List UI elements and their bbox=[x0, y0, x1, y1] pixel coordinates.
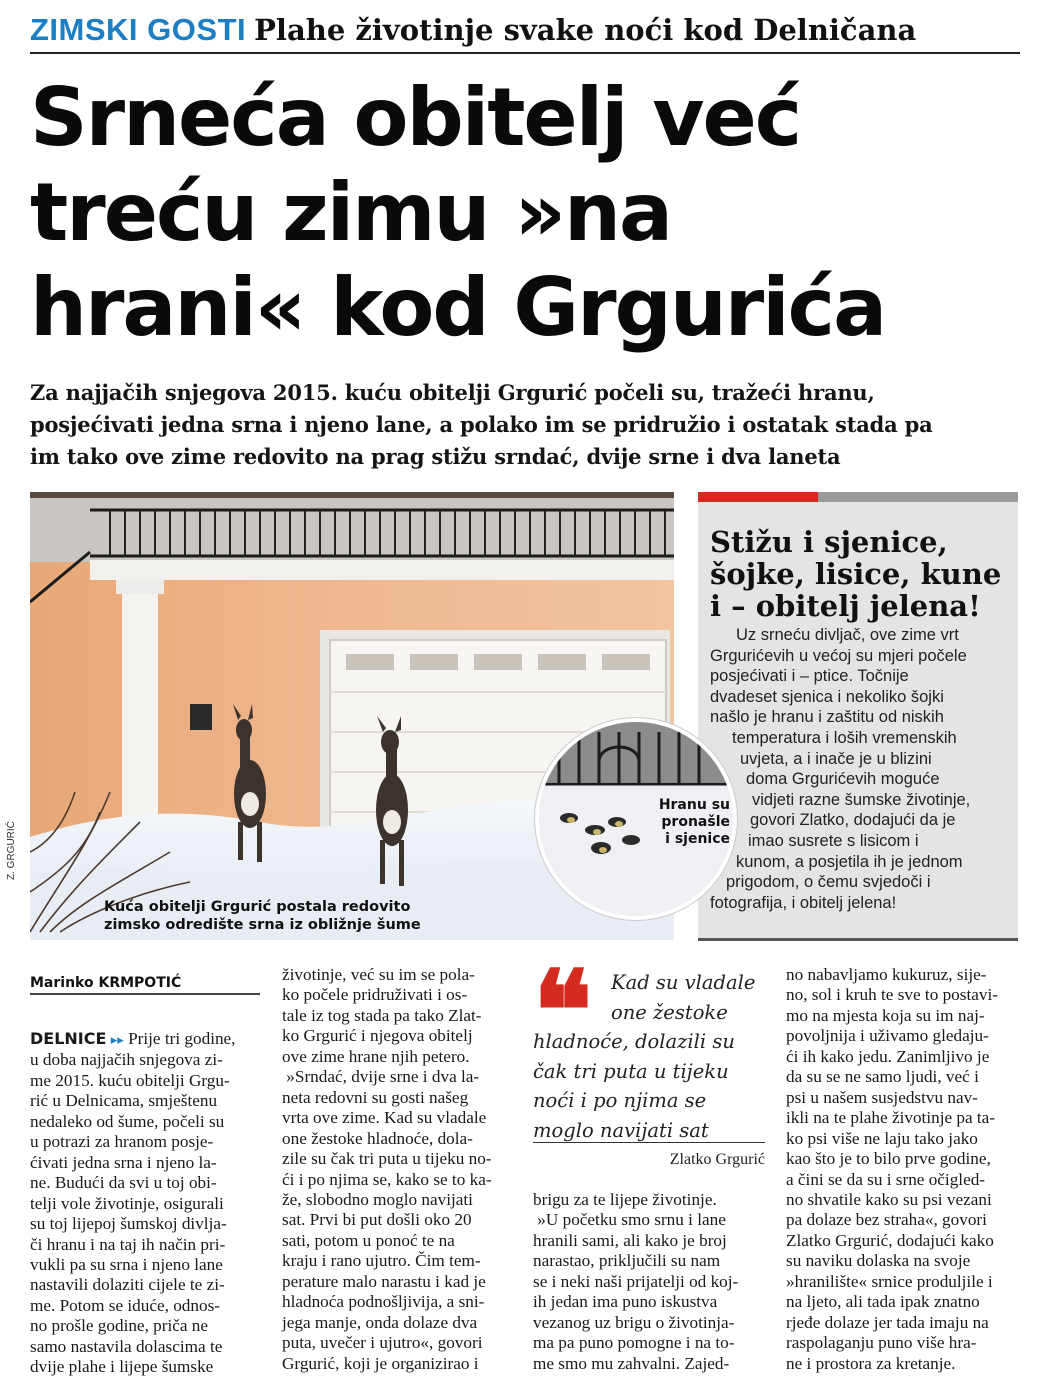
text-line: ći ih kako jedu. Zanimljivo je bbox=[786, 1046, 990, 1066]
kicker bbox=[30, 12, 1020, 54]
headline bbox=[30, 70, 1025, 355]
text-line: vukli pa su srna i njeno lane bbox=[30, 1254, 223, 1274]
text-line: »hranilište« srnice produljile i bbox=[786, 1271, 993, 1291]
byline: Marinko KRMPOTIĆ bbox=[30, 965, 260, 995]
sidebox-text-line: posjećivati i – ptice. Točnije bbox=[710, 667, 909, 686]
text-line: sati, potom u ponoć te na bbox=[282, 1230, 455, 1250]
text-line: ko počele pridruživati i os- bbox=[282, 985, 468, 1005]
dateline-arrow-icon: ▸▸ bbox=[110, 1032, 124, 1047]
text-line: ćivati jedna srna i njeno la- bbox=[30, 1152, 217, 1172]
sidebox-text-line: govori Zlatko, dodajući da je bbox=[750, 811, 956, 830]
section-tag: ZIMSKI GOSTI bbox=[30, 12, 247, 47]
text-line: psi u našem susjedstvu nav- bbox=[786, 1087, 978, 1107]
text-line: perature malo narastu i kad je bbox=[282, 1271, 486, 1291]
quote-line: noći i po njima se bbox=[533, 1089, 707, 1112]
text-line: no prošle godine, priča ne bbox=[30, 1316, 209, 1336]
headline-line: hrani« kod Grgurića bbox=[30, 261, 886, 354]
text-line: no nabavljamo kukuruz, sije- bbox=[786, 965, 987, 984]
kicker-text: Plahe životinje svake noći kod Delničana bbox=[254, 13, 917, 47]
text-line: telji vole životinje, osigurali bbox=[30, 1193, 224, 1213]
sidebox-text-line: kunom, a posjetila ih je jednom bbox=[736, 852, 963, 871]
text-line: su naviku dolaska na svoje bbox=[786, 1251, 971, 1271]
text-line: jega manje, onda dolaze dva bbox=[282, 1312, 478, 1332]
sidebox-text-line: fotografija, i obitelj jelena! bbox=[710, 893, 897, 912]
text-line: pa dolaze bez straha«, govori bbox=[786, 1210, 987, 1230]
text-line: Prije tri godine, bbox=[128, 1029, 236, 1048]
text-line: rjeđe dolaze jer tada imaju na bbox=[786, 1312, 989, 1332]
sidebox-text-line: vidjeti razne šumske životinje, bbox=[752, 790, 971, 809]
text-line: »Srndać, dvije srne i dva la- bbox=[286, 1067, 480, 1087]
lead-line: Za najjačih snjegova 2015. kuću obitelji Grgurić počeli su, tražeći hranu, bbox=[30, 380, 875, 405]
text-line: vrta ove zime. Kad su vladale bbox=[282, 1108, 487, 1128]
text-line: ko Grgurić i njegova obitelj bbox=[282, 1026, 473, 1046]
lead-paragraph bbox=[30, 377, 1020, 473]
text-line: kao što je to bilo prve godine, bbox=[786, 1149, 991, 1169]
text-line: puta, uvečer i ujutro«, govori bbox=[282, 1333, 483, 1353]
text-line: neta redovni su gosti našeg bbox=[282, 1087, 469, 1107]
article-column-1 bbox=[30, 965, 260, 1378]
text-line: nedaleko od šume, počeli su bbox=[30, 1111, 225, 1131]
text-line: že, slobodno moglo navijati bbox=[282, 1189, 473, 1209]
sidebox-text-line: temperatura i loših vremenskih bbox=[732, 729, 957, 747]
text-line: Zlatko Grgurić, dodajući kako bbox=[786, 1230, 994, 1250]
text-line: samo nastavila dolascima te bbox=[30, 1336, 223, 1356]
dateline: DELNICE bbox=[30, 1029, 107, 1048]
text-line: ne. Budući da svi u toj obi- bbox=[30, 1173, 217, 1193]
text-line: hranili sami, ali kako je broj bbox=[533, 1230, 727, 1250]
sidebox-text-line: prigodom, o čemu svjedoči i bbox=[726, 873, 931, 892]
lead-line: posjećivati jedna srna i njeno lane, a polako im se pridružio i ostatak stada pa bbox=[30, 412, 933, 437]
text-line: ih jedan ima puno iskustva bbox=[533, 1292, 718, 1312]
text-line: rić u Delnicama, smještenu bbox=[30, 1091, 218, 1111]
text-line: me. Potom se iduće, odnos- bbox=[30, 1295, 220, 1315]
text-line: Grgurić, koji je organizirao i bbox=[282, 1353, 479, 1373]
text-line: me smo mu zahvalni. Zajed- bbox=[533, 1353, 730, 1373]
photo-caption bbox=[104, 898, 524, 934]
text-line: mo na mjesta koja su im naj- bbox=[786, 1005, 985, 1025]
inset-caption-line: Hranu su bbox=[658, 797, 730, 813]
text-line: no shvatile kako su psi vezani bbox=[786, 1189, 992, 1209]
photo-credit: Z. GRGURIĆ bbox=[6, 821, 17, 880]
text-line: ko psi više ne laju tako jako bbox=[786, 1128, 978, 1148]
text-line: ne i prostora za kretanje. bbox=[786, 1353, 956, 1373]
text-line: dvije plahe i lijepe šumske bbox=[30, 1357, 214, 1377]
pull-quote-text bbox=[533, 968, 765, 1145]
text-line: brigu za te lijepe životinje. bbox=[533, 1190, 717, 1209]
quote-line: čak tri puta u tijeku bbox=[533, 1059, 729, 1083]
sidebox-text-line: Grgurićevih u većoj su mjeri počele bbox=[710, 646, 967, 665]
sidebox bbox=[698, 502, 1018, 941]
quote-line: hladnoće, dolazili su bbox=[533, 1030, 735, 1053]
sidebox-title bbox=[710, 526, 1010, 622]
sidebox-text-line: imao susrete s lisicom i bbox=[748, 832, 919, 850]
text-line: da su se ne samo ljudi, već i bbox=[786, 1067, 979, 1087]
sidebox-text-line: Uz srneću divljač, ove zime vrt bbox=[736, 626, 959, 644]
caption-line: Kuća obitelji Grgurić postala redovito bbox=[104, 899, 411, 915]
text-line: raspolaganju puno više hra- bbox=[786, 1333, 977, 1353]
text-line: me 2015. kuću obitelji Grgu- bbox=[30, 1070, 230, 1090]
text-line: na ljeto, ali tada ipak znatno bbox=[786, 1292, 980, 1312]
text-line: u potrazi za hranom posje- bbox=[30, 1132, 214, 1152]
sidebox-top-bar bbox=[818, 492, 1018, 502]
text-line: ma pa puno pomogne i na to- bbox=[533, 1333, 735, 1353]
article-column-2 bbox=[282, 965, 514, 1374]
lead-line: im tako ove zime redovito na prag stižu srndać, dvije srne i dva laneta bbox=[30, 444, 841, 469]
text-line: či hranu i na taj ih način pri- bbox=[30, 1234, 226, 1254]
paragraph bbox=[282, 965, 514, 1374]
quote-author: Zlatko Grgurić bbox=[533, 1142, 765, 1169]
quote-line: Kad su vladale bbox=[611, 971, 756, 994]
sidebox-title-line: šojke, lisice, kune bbox=[710, 557, 1002, 591]
text-line: vezanog uz brigu o životinja- bbox=[533, 1312, 735, 1332]
headline-line: treću zimu »na bbox=[30, 166, 671, 259]
quote-line: moglo navijati sat bbox=[533, 1118, 709, 1142]
sidebox-text-line: našlo je hranu i zaštitu od niskih bbox=[710, 708, 944, 727]
caption-line: zimsko odredište srna iz obližnje šume bbox=[104, 917, 421, 933]
text-line: su toj lijepoj šumskoj divlja- bbox=[30, 1214, 227, 1234]
text-line: životinje, već su im se pola- bbox=[282, 965, 475, 984]
inset-caption-line: i sjenice bbox=[665, 831, 730, 847]
inset-caption-line: pronašle bbox=[661, 814, 730, 830]
quote-line: one žestoke bbox=[611, 1000, 728, 1024]
text-line: narastao, priključili su nam bbox=[533, 1251, 721, 1271]
text-line: »U početku smo srnu i lane bbox=[537, 1210, 726, 1230]
sidebox-title-line: i – obitelj jelena! bbox=[710, 589, 981, 623]
sidebox-accent-bar bbox=[698, 492, 818, 502]
article-column-4 bbox=[786, 965, 1022, 1374]
headline-line: Srneća obitelj već bbox=[30, 71, 801, 164]
sidebox-title-line: Stižu i sjenice, bbox=[710, 525, 948, 559]
text-line: se i neki naši prijatelji od koj- bbox=[533, 1271, 739, 1291]
text-line: one žestoke hladnoće, dola- bbox=[282, 1128, 473, 1148]
article-column-3 bbox=[533, 1190, 769, 1374]
quote-mark-icon: ❝ bbox=[533, 946, 593, 1075]
text-line: ći i po njima se, kako se to ka- bbox=[282, 1169, 492, 1189]
text-line: no, sol i kruh te sve to postavi- bbox=[786, 985, 998, 1005]
text-line: ove zime hrane njih petero. bbox=[282, 1046, 470, 1066]
text-line: hladnoća podnošljivija, a sni- bbox=[282, 1292, 485, 1312]
text-line: sat. Prvi bi put došli oko 20 bbox=[282, 1210, 472, 1230]
text-line: kraju i rano ujutro. Čim tem- bbox=[282, 1251, 481, 1271]
sidebox-text-line: dvadeset sjenica i nekoliko šojki bbox=[710, 687, 944, 706]
paragraph bbox=[30, 1029, 260, 1378]
sidebox-text-line: doma Grgurićevih moguće bbox=[746, 770, 940, 789]
text-line: a čini se da su i srne očigled- bbox=[786, 1169, 986, 1189]
text-line: ikli na te plahe životinje pa ta- bbox=[786, 1108, 996, 1128]
text-line: nastavili dolaziti cijele te zi- bbox=[30, 1275, 225, 1295]
inset-caption bbox=[626, 797, 730, 848]
text-line: povoljnija i uživamo gledaju- bbox=[786, 1026, 989, 1046]
text-line: zile su čak tri puta u tijeku no- bbox=[282, 1149, 492, 1169]
text-line: u doba najjačih snjegova zi- bbox=[30, 1050, 223, 1070]
sidebox-text-line: uvjeta, a i inače je u blizini bbox=[740, 749, 932, 768]
text-line: tale iz tog stada pa tako Zlat- bbox=[282, 1005, 482, 1025]
paragraph bbox=[786, 965, 1022, 1374]
